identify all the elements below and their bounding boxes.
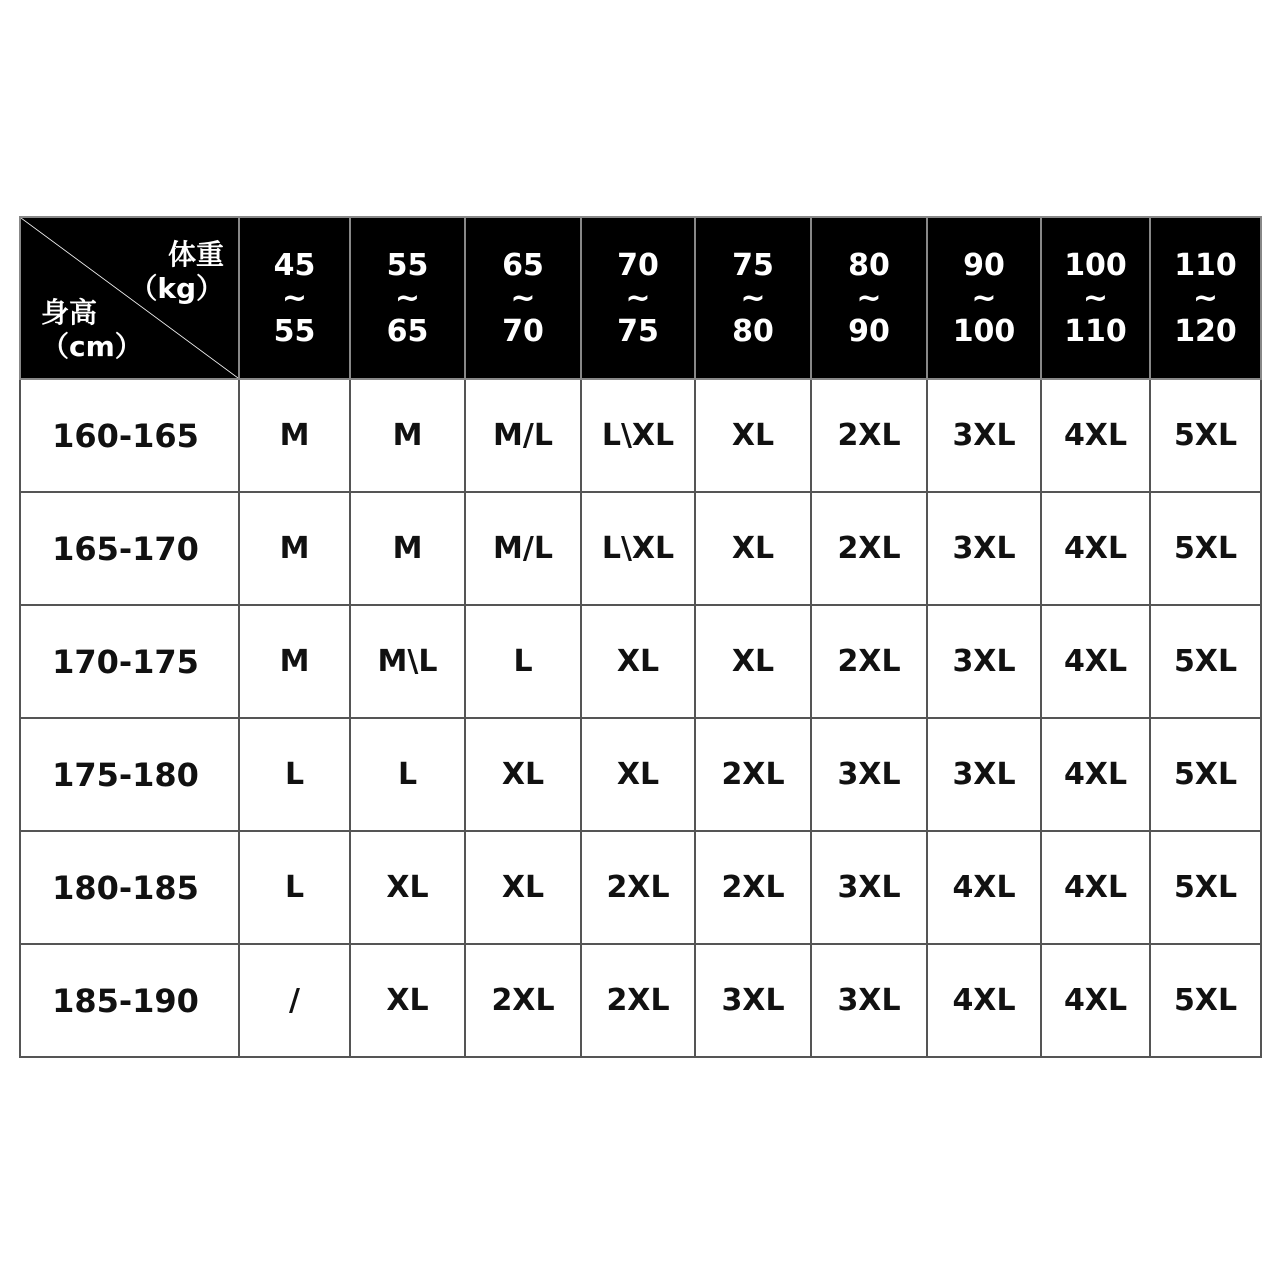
- size-cell: 3XL: [811, 718, 927, 831]
- size-cell: L\XL: [581, 492, 695, 605]
- size-cell: 4XL: [1041, 718, 1150, 831]
- weight-range-header: 80 ~ 90: [811, 217, 927, 379]
- size-cell: 5XL: [1150, 379, 1261, 492]
- size-cell: 3XL: [811, 944, 927, 1057]
- size-cell: XL: [581, 718, 695, 831]
- table-row: [20, 492, 1261, 605]
- size-cell: 4XL: [1041, 605, 1150, 718]
- size-cell: M: [350, 492, 465, 605]
- height-range-cell: 180-185: [20, 831, 239, 944]
- size-cell: M/L: [465, 379, 581, 492]
- size-cell: M: [350, 379, 465, 492]
- size-cell: L: [465, 605, 581, 718]
- table-row: [20, 605, 1261, 718]
- size-chart-table: [19, 216, 1262, 1058]
- size-cell: 4XL: [1041, 379, 1150, 492]
- weight-range-header: 70 ~ 75: [581, 217, 695, 379]
- size-cell: 3XL: [927, 718, 1041, 831]
- weight-range-header: 100 ~ 110: [1041, 217, 1150, 379]
- size-cell: L\XL: [581, 379, 695, 492]
- size-cell: 4XL: [927, 831, 1041, 944]
- weight-range-header: 45 ~ 55: [239, 217, 350, 379]
- weight-range-header: 65 ~ 70: [465, 217, 581, 379]
- size-cell: 2XL: [581, 831, 695, 944]
- size-cell: XL: [581, 605, 695, 718]
- size-cell: 2XL: [465, 944, 581, 1057]
- weight-range-header: 110 ~ 120: [1150, 217, 1261, 379]
- size-cell: 3XL: [927, 605, 1041, 718]
- height-range-cell: 170-175: [20, 605, 239, 718]
- height-label: 身高: [41, 296, 98, 329]
- size-cell: L: [350, 718, 465, 831]
- weight-range-header: 75 ~ 80: [695, 217, 811, 379]
- height-range-cell: 160-165: [20, 379, 239, 492]
- size-cell: 3XL: [811, 831, 927, 944]
- size-cell: XL: [465, 718, 581, 831]
- size-cell: 2XL: [811, 492, 927, 605]
- header-row: [20, 217, 1261, 379]
- size-cell: M/L: [465, 492, 581, 605]
- height-range-cell: 175-180: [20, 718, 239, 831]
- height-range-cell: 165-170: [20, 492, 239, 605]
- size-cell: 5XL: [1150, 492, 1261, 605]
- size-cell: 5XL: [1150, 718, 1261, 831]
- size-cell: XL: [465, 831, 581, 944]
- corner-header-cell: [20, 217, 239, 379]
- size-cell: 4XL: [927, 944, 1041, 1057]
- size-cell: 2XL: [811, 605, 927, 718]
- size-cell: XL: [350, 944, 465, 1057]
- height-range-cell: 185-190: [20, 944, 239, 1057]
- size-cell: 3XL: [695, 944, 811, 1057]
- size-cell: 3XL: [927, 492, 1041, 605]
- size-cell: 4XL: [1041, 944, 1150, 1057]
- size-cell: M: [239, 379, 350, 492]
- size-cell: 5XL: [1150, 831, 1261, 944]
- size-cell: L: [239, 831, 350, 944]
- size-cell: XL: [350, 831, 465, 944]
- size-cell: XL: [695, 492, 811, 605]
- table-row: [20, 831, 1261, 944]
- size-cell: XL: [695, 379, 811, 492]
- size-cell: 2XL: [695, 831, 811, 944]
- size-cell: XL: [695, 605, 811, 718]
- size-cell: M: [239, 605, 350, 718]
- table-row: [20, 944, 1261, 1057]
- size-cell: 5XL: [1150, 605, 1261, 718]
- table-row: [20, 379, 1261, 492]
- size-cell: 5XL: [1150, 944, 1261, 1057]
- size-cell: M\L: [350, 605, 465, 718]
- size-cell: M: [239, 492, 350, 605]
- size-cell: 4XL: [1041, 492, 1150, 605]
- size-cell: L: [239, 718, 350, 831]
- weight-range-header: 90 ~ 100: [927, 217, 1041, 379]
- size-cell: 4XL: [1041, 831, 1150, 944]
- height-unit: （cm）: [41, 330, 143, 363]
- size-cell: 2XL: [695, 718, 811, 831]
- size-cell: 3XL: [927, 379, 1041, 492]
- table-row: [20, 718, 1261, 831]
- size-cell: 2XL: [581, 944, 695, 1057]
- size-cell: /: [239, 944, 350, 1057]
- weight-range-header: 55 ~ 65: [350, 217, 465, 379]
- size-cell: 2XL: [811, 379, 927, 492]
- weight-unit: （kg）: [129, 272, 224, 305]
- weight-label: 体重: [167, 238, 224, 271]
